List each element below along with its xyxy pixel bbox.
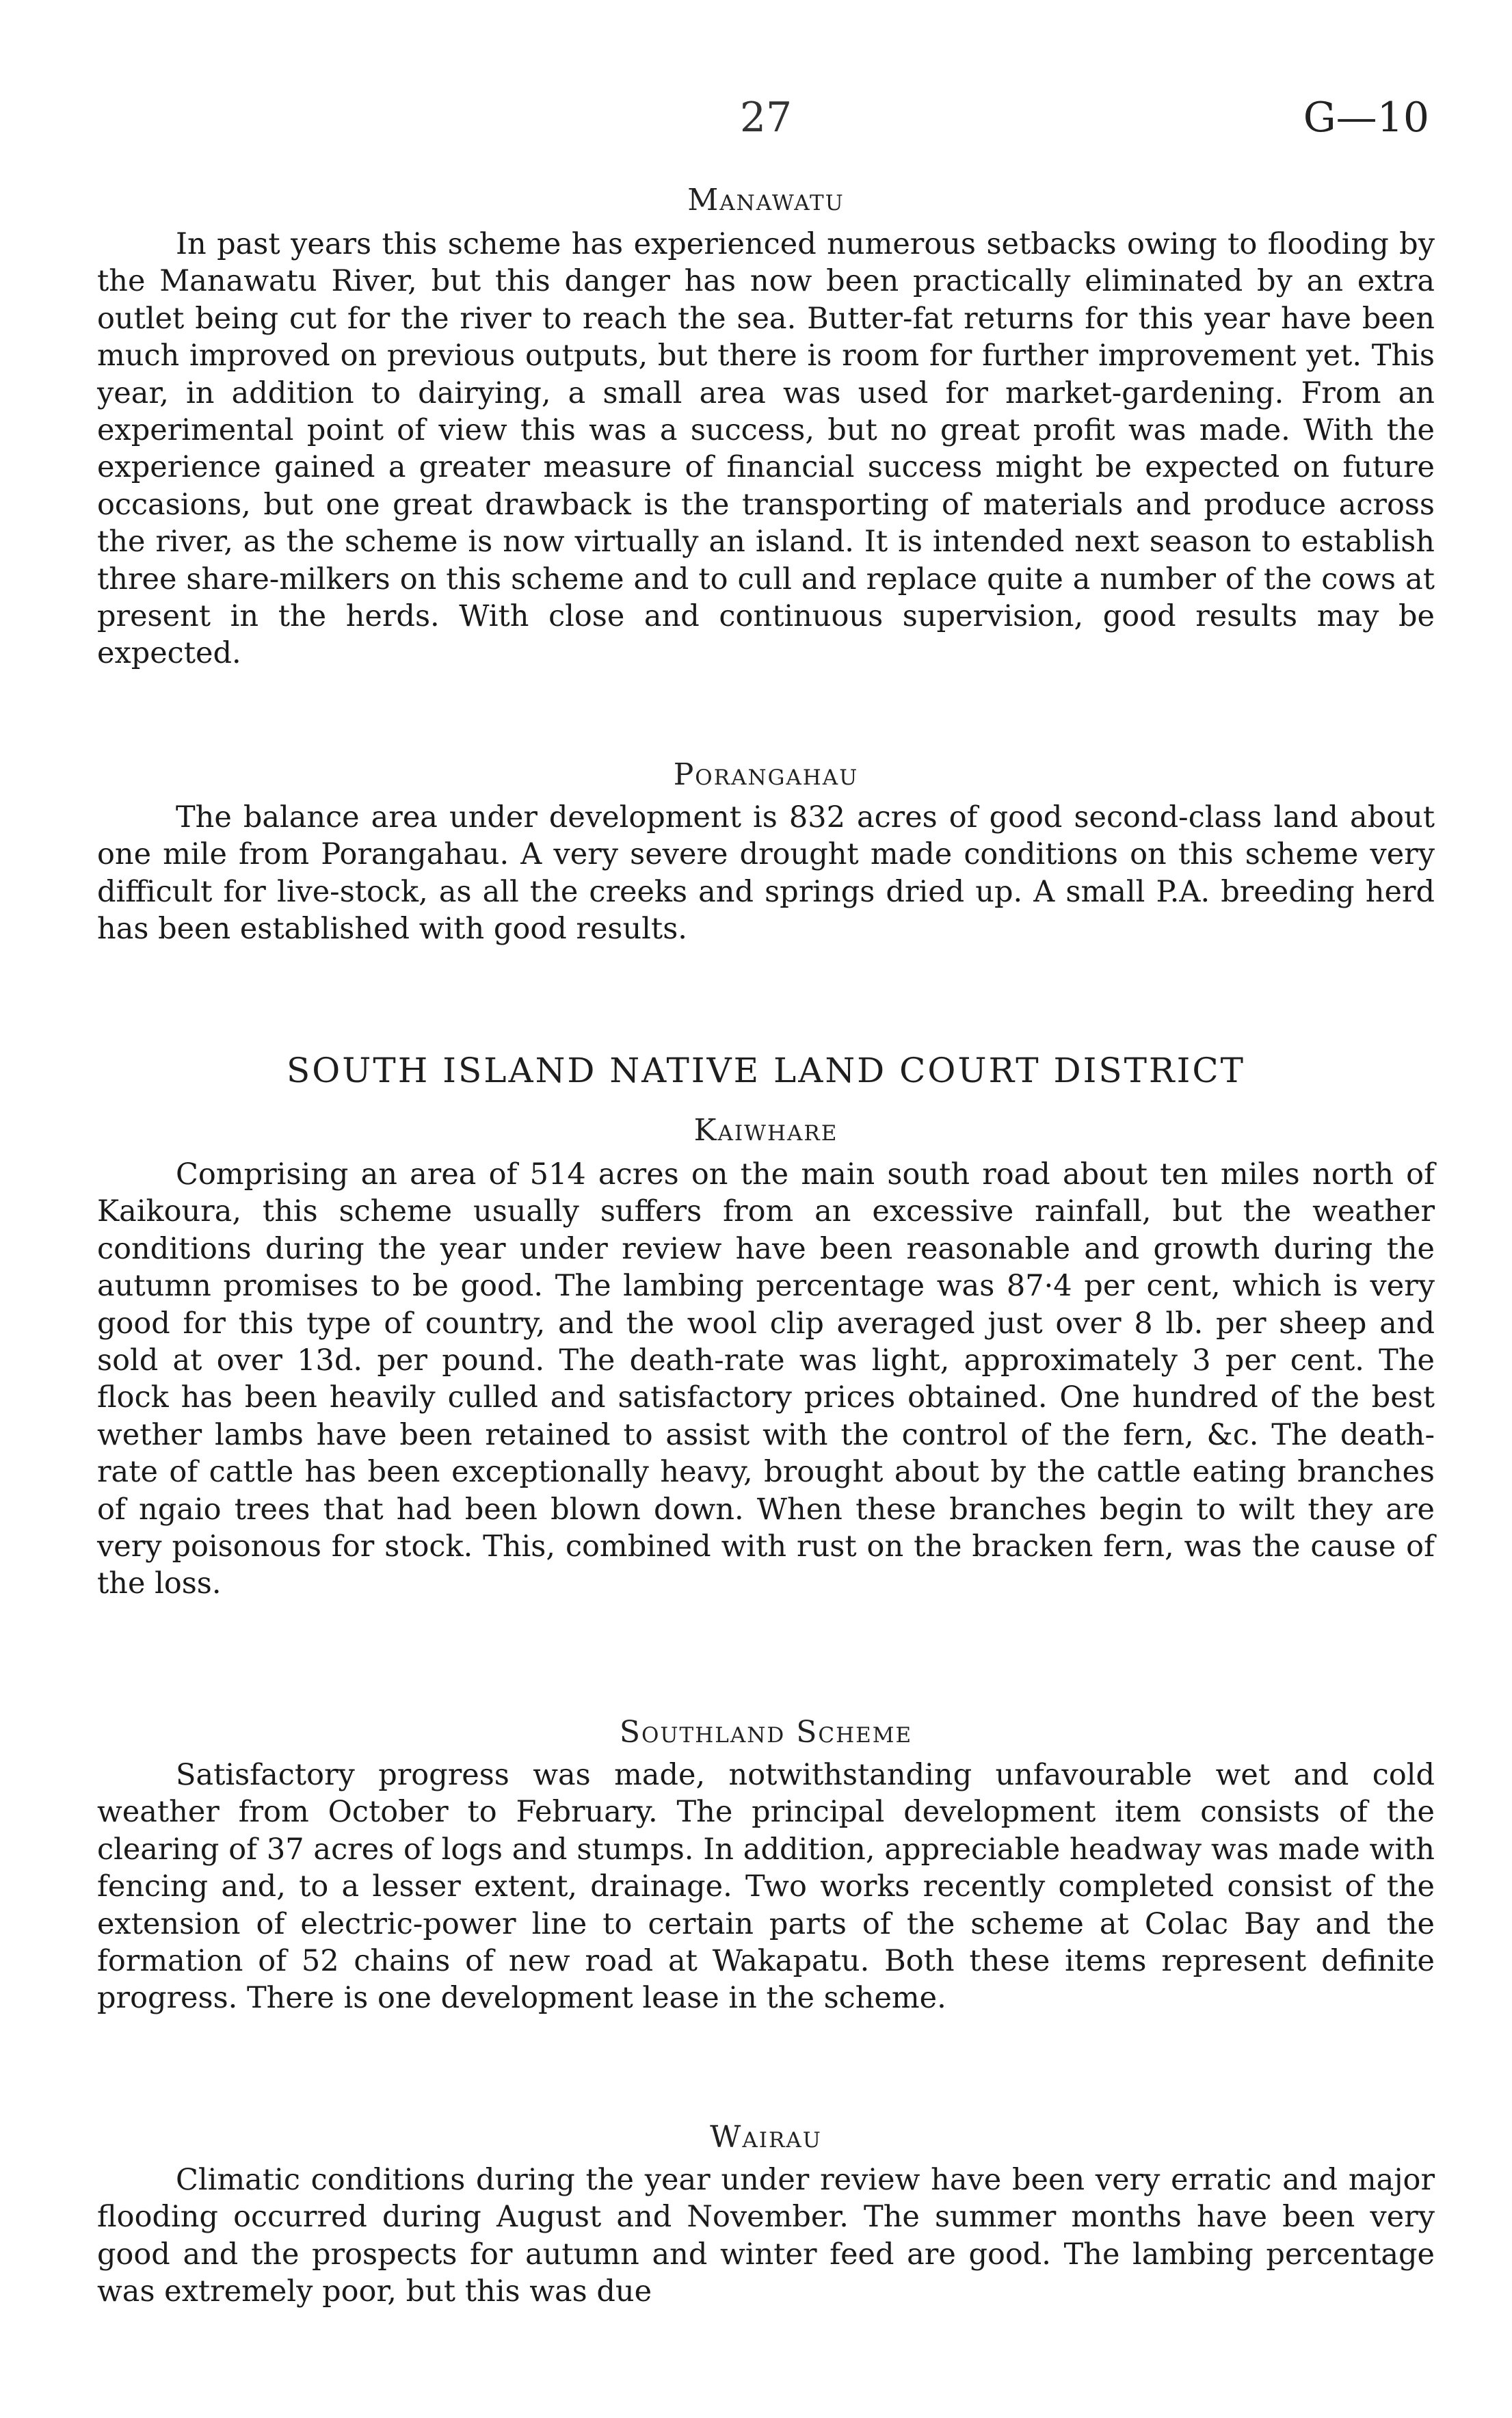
section-heading-manawatu: Manawatu <box>687 183 845 218</box>
page-number: 27 <box>739 94 793 142</box>
paragraph-text: Satisfactory progress was made, notwithstanding unfavourable wet and cold weather from October to February. The principal development item consists of the clearing of 37 acres of logs and stumps. In addition, appreciable headway was made with fencing and, to a lesser extent, drainage. Two works recently completed consist of the extension of electric-power line to certain parts of the scheme at Colac Bay and the formation of 52 chains of new road at Wakapatu. Both these items represent definite progress. There is one development lease in the scheme. <box>97 1758 1435 2016</box>
paragraph-text: Climatic conditions during the year under review have been very erratic and major flooding occurred during August and November. The summer months have been very good and the prospects for autumn and winter feed are good. The lambing percentage was extremely poor, but this was due <box>97 2163 1435 2309</box>
paragraph-text: Comprising an area of 514 acres on the main south road about ten miles north of Kaikoura, this scheme usually suffers from an excessive rainfall, but the weather conditions during the year under review have been reasonable and growth during the autumn promises to be good. The lambing percentage was 87·4 per cent, which is very good for this type of country, and the wool clip averaged just over 8 lb. per sheep and sold at over 13d. per pound. The death-rate was light, approximately 3 per cent. The flock has been heavily culled and satisfactory prices obtained. One hundred of the best wether lambs have been retained to assist with the control of the fern, &c. The death-rate of cattle has been exceptionally heavy, brought about by the cattle eating branches of ngaio trees that had been blown down. When these branches begin to wilt they are very poisonous for stock. This, combined with rust on the bracken fern, was the cause of the loss. <box>97 1157 1435 1601</box>
document-reference: G—10 <box>1303 94 1429 142</box>
section-paragraph-manawatu <box>97 226 1435 672</box>
section-paragraph-kaiwhare <box>97 1156 1435 1603</box>
section-heading-kaiwhare: Kaiwhare <box>693 1113 838 1148</box>
district-heading: SOUTH ISLAND NATIVE LAND COURT DISTRICT <box>287 1051 1245 1090</box>
section-paragraph-wairau <box>97 2161 1435 2311</box>
section-heading-wairau: Wairau <box>710 2120 822 2155</box>
section-heading-porangahau: Porangahau <box>673 757 859 792</box>
section-paragraph-southland <box>97 1757 1435 2017</box>
paragraph-text: The balance area under development is 832 acres of good second-class land about one mile from Porangahau. A very severe drought made conditions on this scheme very difficult for live-stock, as all the creeks and springs dried up. A small P.A. breeding herd has been established with good results. <box>97 800 1435 947</box>
section-paragraph-porangahau <box>97 799 1435 948</box>
paragraph-text: In past years this scheme has experienced numerous setbacks owing to flooding by the Manawatu River, but this danger has now been practically eliminated by an extra outlet being cut for the river to reach the sea. Butter-fat returns for this year have been much improved on previous outputs, but there is room for further improvement yet. This year, in addition to dairying, a small area was used for market-gardening. From an experimental point of view this was a success, but no great profit was made. With the experience gained a greater measure of financial success might be expected on future occasions, but one great drawback is the transporting of materials and produce across the river, as the scheme is now virtually an island. It is intended next season to establish three share-milkers on this scheme and to cull and replace quite a number of the cows at present in the herds. With close and continuous supervision, good results may be expected. <box>97 227 1435 671</box>
section-heading-southland: Southland Scheme <box>619 1715 913 1750</box>
